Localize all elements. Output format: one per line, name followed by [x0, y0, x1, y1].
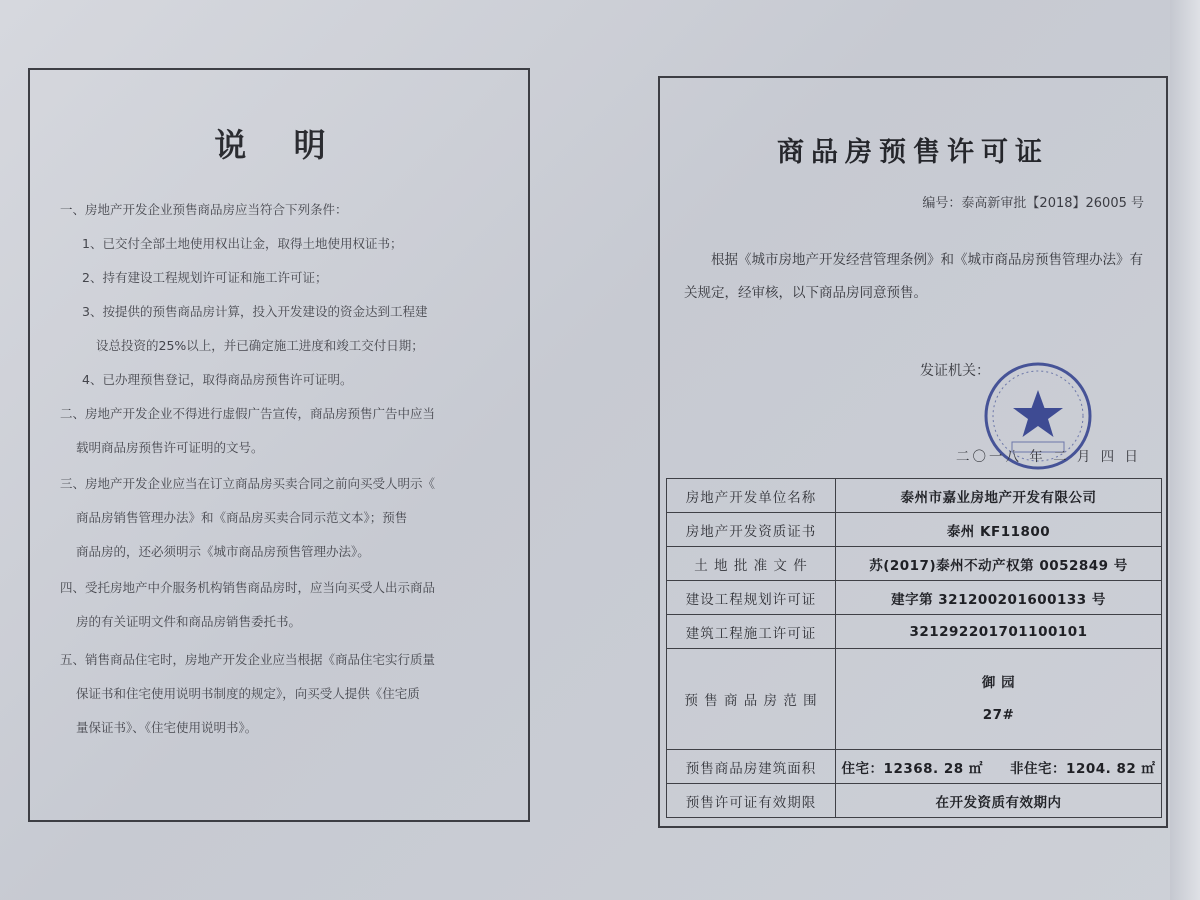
note-line: 商品房的，还必须明示《城市商品房预售管理办法》。	[76, 544, 370, 559]
table-row	[667, 649, 1162, 750]
note-line: 保证书和住宅使用说明书制度的规定》，向买受人提供《住宅质	[76, 686, 420, 701]
note-line: 三、房地产开发企业应当在订立商品房买卖合同之前向买受人明示《	[60, 476, 436, 491]
table-row	[667, 784, 1162, 818]
note-line: 五、销售商品住宅时，房地产开发企业应当根据《商品住宅实行质量	[60, 652, 436, 667]
note-line: 4、已办理预售登记，取得商品房预售许可证明。	[82, 372, 353, 387]
qualification-value: 泰州 KF11800	[836, 513, 1162, 547]
floor-area-label: 预售商品房建筑面积	[667, 750, 836, 784]
table-row	[667, 479, 1162, 513]
note-line: 量保证书》、《住宅使用说明书》。	[76, 720, 258, 735]
validity-value: 在开发资质有效期内	[836, 784, 1162, 818]
note-line: 3、按提供的预售商品房计算，投入开发建设的资金达到工程建	[82, 304, 428, 319]
land-approval-value: 苏(2017)泰州不动产权第 0052849 号	[836, 547, 1162, 581]
note-line: 房的有关证明文件和商品房销售委托书。	[76, 614, 302, 629]
construction-permit-value: 321292201701100101	[836, 615, 1162, 649]
table-row	[667, 581, 1162, 615]
permit-statement: 根据《城市房地产开发经营管理条例》和《城市商品房预售管理办法》有关规定，经审核，以下商品房同意预售。	[684, 252, 1143, 301]
table-row	[667, 615, 1162, 649]
permit-details-table	[666, 478, 1162, 818]
residential-area: 住宅：12368. 28 ㎡	[841, 760, 983, 777]
note-line: 1、已交付全部土地使用权出让金，取得土地使用权证书；	[82, 236, 403, 251]
presale-scope-value	[836, 649, 1162, 750]
planning-permit-value: 建字第 321200201600133 号	[836, 581, 1162, 615]
instructions-title: 说 明	[214, 126, 344, 164]
land-approval-label: 土 地 批 准 文 件	[667, 547, 836, 581]
page-edge	[1170, 0, 1200, 900]
validity-label: 预售许可证有效期限	[667, 784, 836, 818]
scope-building: 27#	[982, 707, 1015, 723]
note-line: 2、持有建设工程规划许可证和施工许可证；	[82, 270, 328, 285]
scope-project: 御 园	[981, 675, 1016, 691]
note-line: 商品房销售管理办法》和《商品房买卖合同示范文本》；预售	[76, 510, 408, 525]
permit-panel	[658, 76, 1168, 828]
developer-value: 泰州市嘉业房地产开发有限公司	[836, 479, 1162, 513]
table-row	[667, 750, 1162, 784]
note-line: 二、房地产开发企业不得进行虚假广告宣传，商品房预售广告中应当	[60, 406, 436, 421]
construction-permit-label: 建筑工程施工许可证	[667, 615, 836, 649]
note-line: 设总投资的25%以上，并已确定施工进度和竣工交付日期；	[96, 338, 424, 353]
developer-label: 房地产开发单位名称	[667, 479, 836, 513]
issuer-label: 发证机关：	[920, 363, 990, 379]
qualification-label: 房地产开发资质证书	[667, 513, 836, 547]
table-row	[667, 513, 1162, 547]
table-row	[667, 547, 1162, 581]
floor-area-value	[836, 750, 1162, 784]
note-line: 一、房地产开发企业预售商品房应当符合下列条件：	[60, 202, 348, 217]
note-line: 四、受托房地产中介服务机构销售商品房时，应当向买受人出示商品	[60, 580, 436, 595]
permit-number: 编号：泰高新审批【2018】26005 号	[922, 196, 1144, 211]
instructions-panel	[28, 68, 530, 822]
nonresidential-area: 非住宅：1204. 82 ㎡	[1010, 760, 1156, 777]
presale-scope-label: 预 售 商 品 房 范 围	[667, 649, 836, 750]
note-line: 载明商品房预售许可证明的文号。	[76, 440, 264, 455]
issue-date: 二〇一八 年 二 月 四 日	[956, 449, 1141, 465]
permit-title: 商品房预售许可证	[777, 137, 1049, 168]
planning-permit-label: 建设工程规划许可证	[667, 581, 836, 615]
